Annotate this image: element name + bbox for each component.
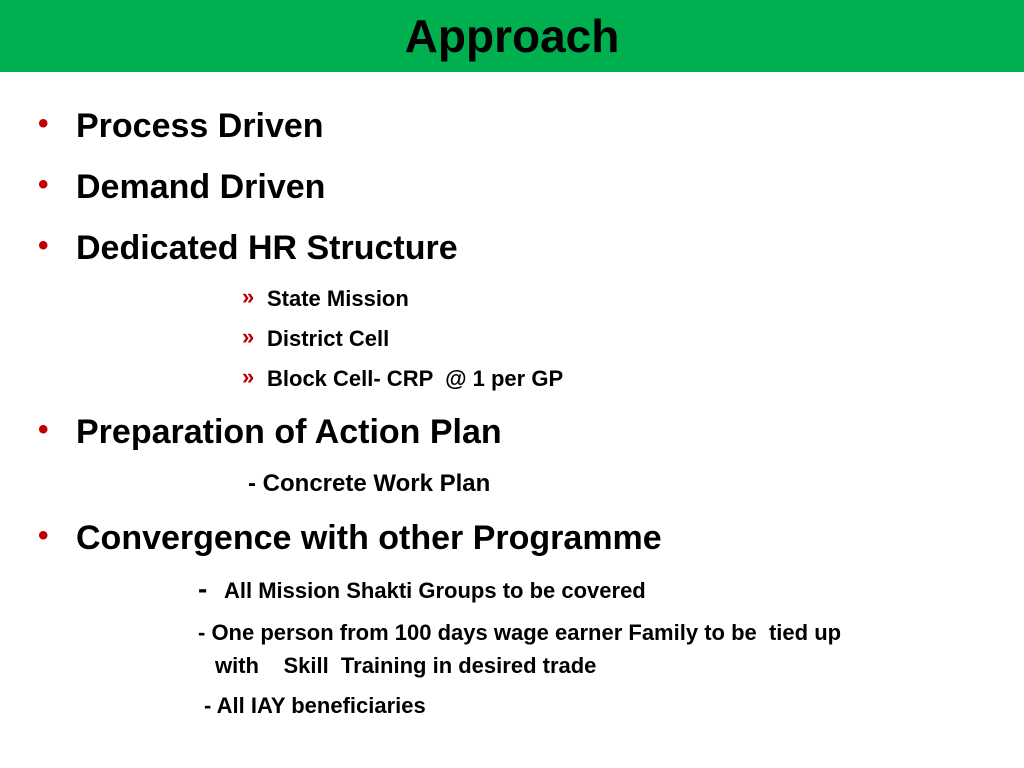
sub-item-state-mission: State Mission [267, 286, 409, 311]
bullet-dot-icon: • [38, 168, 49, 201]
double-chevron-icon: » [242, 364, 255, 389]
bullet-dot-icon: • [38, 107, 49, 140]
sub-item-district-cell: District Cell [267, 326, 390, 351]
bullet-item-convergence: Convergence with other Programme [76, 519, 662, 557]
note-wage-earner: - One person from 100 days wage earner Family to be tied up [198, 620, 842, 645]
double-chevron-icon: » [242, 284, 255, 309]
note-skill-training: with Skill Training in desired trade [215, 653, 597, 678]
bullet-item-process-driven: Process Driven [76, 107, 324, 145]
note-concrete-work-plan: - Concrete Work Plan [248, 470, 491, 497]
bullet-dot-icon: • [38, 519, 49, 552]
slide-title: Approach [404, 10, 620, 62]
sub-item-block-cell: Block Cell- CRP @ 1 per GP [267, 366, 564, 391]
bullet-item-action-plan: Preparation of Action Plan [76, 413, 502, 451]
bullet-item-hr-structure: Dedicated HR Structure [76, 229, 458, 267]
note-dash: - [198, 573, 208, 604]
title-bar [0, 0, 1024, 72]
note-mission-shakti: All Mission Shakti Groups to be covered [224, 578, 646, 603]
bullet-dot-icon: • [38, 229, 49, 262]
note-iay-beneficiaries: - All IAY beneficiaries [204, 693, 426, 718]
bullet-dot-icon: • [38, 413, 49, 446]
double-chevron-icon: » [242, 324, 255, 349]
bullet-item-demand-driven: Demand Driven [76, 168, 326, 206]
